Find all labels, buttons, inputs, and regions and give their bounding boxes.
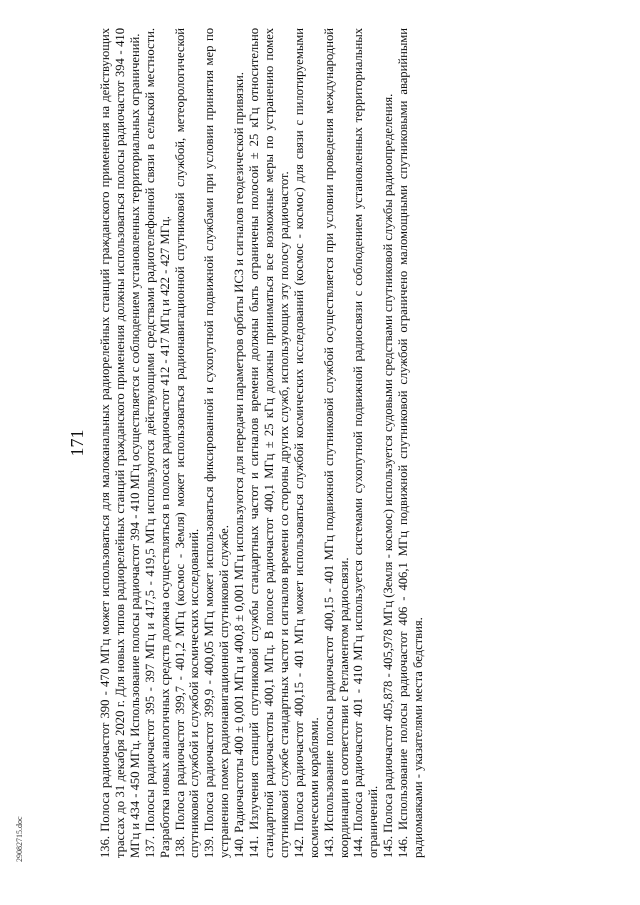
paragraph-146: 146. Использование полосы радиочастот 406 - 406,1 МГц подвижной спутниковой службой ограничено маломощными спутниковыми аварийными радиомаяками - указателями места бедствия.	[396, 28, 426, 858]
document-body	[98, 28, 558, 858]
page-number: 171	[67, 429, 87, 457]
paragraph-140: 140. Радиочастоты 400 ± 0,001 МГц и 400,8 ± 0,001 МГц используются для передачи параметров орбиты ИСЗ и сигналов геодезической привязки.	[232, 72, 247, 858]
paragraph-136: 136. Полоса радиочастот 390 - 470 МГц может использоваться для малоканальных радиорелейных станций гражданского применения на действующих трассах до 31 декабря 2020 г. Для новых типов радиорелейных станций гражданского применения должны использоваться полосы радиочастот 394 - 410 МГц и 434 - 450 МГц. Использование полосы радиочастот 394 - 410 МГц осуществляется с соблюдением установленных территориальных ограничений.	[98, 28, 142, 858]
paragraph-142: 142. Полоса радиочастот 400,15 - 401 МГц может использоваться службой космических исследований (космос - космос) для связи с пилотируемыми космическими кораблями.	[291, 28, 321, 858]
paragraph-144: 144. Полоса радиочастот 401 - 410 МГц используется системами сухопутной подвижной радиосвязи с соблюдением установленных территориальных ограничений.	[351, 28, 381, 858]
rotated-content	[62, 28, 562, 858]
paragraph-141: 141. Излучения станций спутниковой службы стандартных частот и сигналов времени должны быть ограничены полосой ± 25 кГц относительно стандартной радиочастоты 400,1 МГц. В полосе радиочастот 400,1 МГц ± 25 кГц должны приниматься все возможные меры по устранению помех спутниковой службе стандартных частот и сигналов времени со стороны других служб, использующих эту полосу радиочастот.	[247, 28, 291, 858]
paragraph-137: 137. Полосы радиочастот 395 - 397 МГц и 417,5 - 419,5 МГц используются действующими средствами радиотелефонной связи в сельской местности. Разработка новых аналогичных средств должна осуществляться в полосах радиочастот 412 - 417 МГц и 422 - 427 МГц.	[142, 28, 172, 858]
paragraph-143: 143. Использование полосы радиочастот 400,15 - 401 МГц подвижной спутниковой службой осуществляется при условии проведения международной координации в соответствии с Регламентом радиосвязи.	[321, 28, 351, 858]
document-footer-code: 29082715.doc	[15, 816, 24, 862]
paragraph-139: 139. Полоса радиочастот 399,9 - 400,05 МГц может использоваться фиксированной и сухопутной подвижной службами при условии принятия мер по устранению помех радионавигационной спутниковой службе.	[202, 28, 232, 858]
footer-wrap	[15, 816, 26, 870]
paragraph-145: 145. Полоса радиочастот 405,878 - 405,978 МГц (Земля - космос) используется судовыми средствами спутниковой службы радиоопределения.	[381, 93, 396, 858]
paragraph-138: 138. Полоса радиочастот 399,7 - 401,2 МГц (космос - Земля) может использоваться радионавигационной спутниковой службой, метеорологической спутниковой службой и службой космических исследований.	[172, 28, 202, 858]
